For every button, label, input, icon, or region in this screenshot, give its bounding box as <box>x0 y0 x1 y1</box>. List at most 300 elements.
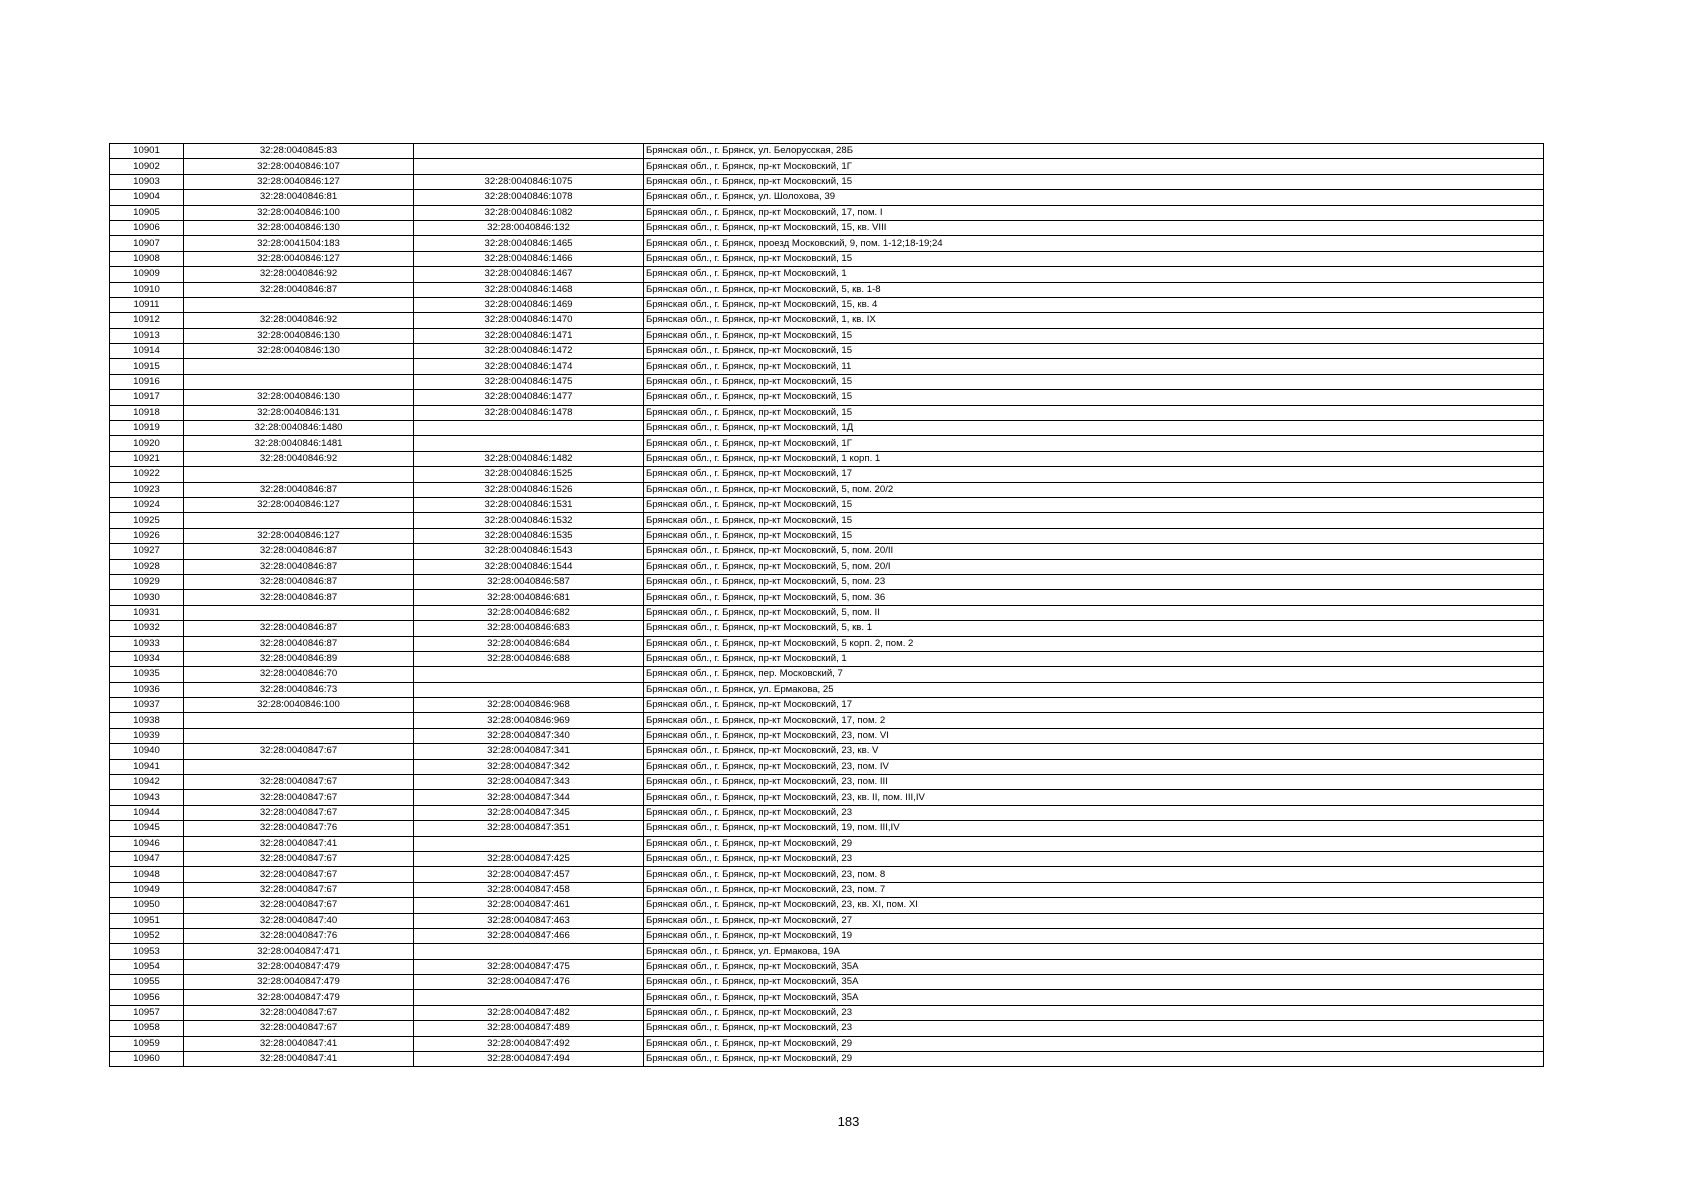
table-row <box>110 220 1544 235</box>
address-cell: Брянская обл., г. Брянск, пр-кт Московский, 23, пом. III <box>644 775 1544 790</box>
cadastral-number-cell: 32:28:0040847:67 <box>184 744 414 759</box>
object-cadastral-number-cell <box>414 159 644 174</box>
cadastral-number-cell <box>184 605 414 620</box>
address-cell: Брянская обл., г. Брянск, пр-кт Московский, 23, пом. IV <box>644 759 1544 774</box>
table-row <box>110 805 1544 820</box>
row-number-cell: 10915 <box>110 359 184 374</box>
address-cell: Брянская обл., г. Брянск, пр-кт Московский, 5, кв. 1-8 <box>644 282 1544 297</box>
cadastral-number-cell: 32:28:0040847:76 <box>184 928 414 943</box>
table-row <box>110 297 1544 312</box>
cadastral-number-cell <box>184 374 414 389</box>
cadastral-number-cell: 32:28:0040846:127 <box>184 174 414 189</box>
row-number-cell: 10911 <box>110 297 184 312</box>
object-cadastral-number-cell <box>414 667 644 682</box>
table-row <box>110 605 1544 620</box>
row-number-cell: 10925 <box>110 513 184 528</box>
object-cadastral-number-cell: 32:28:0040846:969 <box>414 713 644 728</box>
address-cell: Брянская обл., г. Брянск, пр-кт Московский, 23, кв. XI, пом. XI <box>644 898 1544 913</box>
address-cell: Брянская обл., г. Брянск, пр-кт Московский, 35А <box>644 975 1544 990</box>
cadastral-number-cell: 32:28:0040846:131 <box>184 405 414 420</box>
row-number-cell: 10921 <box>110 451 184 466</box>
object-cadastral-number-cell: 32:28:0040846:1474 <box>414 359 644 374</box>
address-cell: Брянская обл., г. Брянск, пр-кт Московский, 15 <box>644 374 1544 389</box>
cadastral-number-cell <box>184 297 414 312</box>
address-cell: Брянская обл., г. Брянск, пр-кт Московский, 1 <box>644 651 1544 666</box>
object-cadastral-number-cell <box>414 421 644 436</box>
cadastral-number-cell: 32:28:0040846:89 <box>184 651 414 666</box>
address-cell: Брянская обл., г. Брянск, пр-кт Московский, 15 <box>644 344 1544 359</box>
table-row <box>110 959 1544 974</box>
object-cadastral-number-cell: 32:28:0040846:681 <box>414 590 644 605</box>
object-cadastral-number-cell: 32:28:0040846:587 <box>414 574 644 589</box>
cadastral-number-cell: 32:28:0040846:87 <box>184 559 414 574</box>
row-number-cell: 10914 <box>110 344 184 359</box>
object-cadastral-number-cell: 32:28:0040846:683 <box>414 621 644 636</box>
cadastral-number-cell: 32:28:0040846:92 <box>184 267 414 282</box>
address-cell: Брянская обл., г. Брянск, пр-кт Московский, 5, кв. 1 <box>644 621 1544 636</box>
object-cadastral-number-cell: 32:28:0040847:342 <box>414 759 644 774</box>
address-cell: Брянская обл., г. Брянск, пр-кт Московский, 35А <box>644 959 1544 974</box>
address-cell: Брянская обл., г. Брянск, пр-кт Московский, 15 <box>644 405 1544 420</box>
cadastral-number-cell: 32:28:0040847:41 <box>184 836 414 851</box>
cadastral-number-cell: 32:28:0040846:130 <box>184 220 414 235</box>
address-cell: Брянская обл., г. Брянск, пр-кт Московский, 19 <box>644 928 1544 943</box>
address-cell: Брянская обл., г. Брянск, пр-кт Московский, 23 <box>644 1005 1544 1020</box>
cadastral-number-cell: 32:28:0040847:479 <box>184 959 414 974</box>
table-row <box>110 944 1544 959</box>
cadastral-number-cell: 32:28:0040847:471 <box>184 944 414 959</box>
table-row <box>110 882 1544 897</box>
table-row <box>110 775 1544 790</box>
address-cell: Брянская обл., г. Брянск, пр-кт Московский, 1Г <box>644 436 1544 451</box>
object-cadastral-number-cell <box>414 836 644 851</box>
cadastral-number-cell: 32:28:0040847:67 <box>184 882 414 897</box>
row-number-cell: 10943 <box>110 790 184 805</box>
row-number-cell: 10937 <box>110 698 184 713</box>
row-number-cell: 10930 <box>110 590 184 605</box>
cadastral-number-cell: 32:28:0040846:87 <box>184 574 414 589</box>
address-cell: Брянская обл., г. Брянск, пер. Московский, 7 <box>644 667 1544 682</box>
object-cadastral-number-cell: 32:28:0040847:494 <box>414 1052 644 1067</box>
cadastral-number-cell: 32:28:0040847:479 <box>184 990 414 1005</box>
table-row <box>110 174 1544 189</box>
cadastral-number-cell: 32:28:0040847:67 <box>184 851 414 866</box>
cadastral-number-cell <box>184 513 414 528</box>
table-row <box>110 836 1544 851</box>
object-cadastral-number-cell: 32:28:0040846:1532 <box>414 513 644 528</box>
address-cell: Брянская обл., г. Брянск, пр-кт Московский, 5, пом. 20/2 <box>644 482 1544 497</box>
cadastral-number-cell: 32:28:0040846:127 <box>184 528 414 543</box>
object-cadastral-number-cell: 32:28:0040847:343 <box>414 775 644 790</box>
object-cadastral-number-cell: 32:28:0040846:1472 <box>414 344 644 359</box>
row-number-cell: 10908 <box>110 251 184 266</box>
row-number-cell: 10903 <box>110 174 184 189</box>
row-number-cell: 10934 <box>110 651 184 666</box>
object-cadastral-number-cell <box>414 990 644 1005</box>
cadastral-number-cell: 32:28:0040846:92 <box>184 451 414 466</box>
object-cadastral-number-cell: 32:28:0040846:682 <box>414 605 644 620</box>
object-cadastral-number-cell: 32:28:0040847:492 <box>414 1036 644 1051</box>
table-row <box>110 636 1544 651</box>
row-number-cell: 10919 <box>110 421 184 436</box>
table-row <box>110 313 1544 328</box>
object-cadastral-number-cell: 32:28:0040847:457 <box>414 867 644 882</box>
address-cell: Брянская обл., г. Брянск, пр-кт Московский, 15 <box>644 251 1544 266</box>
table-row <box>110 328 1544 343</box>
row-number-cell: 10939 <box>110 728 184 743</box>
object-cadastral-number-cell: 32:28:0040846:688 <box>414 651 644 666</box>
object-cadastral-number-cell: 32:28:0040847:340 <box>414 728 644 743</box>
table-row <box>110 267 1544 282</box>
table-row <box>110 821 1544 836</box>
cadastral-number-cell <box>184 713 414 728</box>
address-cell: Брянская обл., г. Брянск, пр-кт Московский, 1 <box>644 267 1544 282</box>
address-cell: Брянская обл., г. Брянск, пр-кт Московский, 27 <box>644 913 1544 928</box>
table-row <box>110 574 1544 589</box>
address-cell: Брянская обл., г. Брянск, пр-кт Московский, 23, пом. VI <box>644 728 1544 743</box>
cadastral-number-cell <box>184 359 414 374</box>
object-cadastral-number-cell: 32:28:0040846:1467 <box>414 267 644 282</box>
registry-table <box>109 143 1544 1067</box>
cadastral-number-cell: 32:28:0040847:41 <box>184 1036 414 1051</box>
object-cadastral-number-cell: 32:28:0040846:1543 <box>414 544 644 559</box>
address-cell: Брянская обл., г. Брянск, проезд Московский, 9, пом. 1-12;18-19;24 <box>644 236 1544 251</box>
row-number-cell: 10901 <box>110 144 184 159</box>
address-cell: Брянская обл., г. Брянск, ул. Ермакова, 25 <box>644 682 1544 697</box>
cadastral-number-cell: 32:28:0040847:67 <box>184 1021 414 1036</box>
cadastral-number-cell: 32:28:0040846:130 <box>184 344 414 359</box>
object-cadastral-number-cell: 32:28:0040847:425 <box>414 851 644 866</box>
address-cell: Брянская обл., г. Брянск, пр-кт Московский, 5, пом. 36 <box>644 590 1544 605</box>
cadastral-number-cell: 32:28:0040846:1481 <box>184 436 414 451</box>
row-number-cell: 10935 <box>110 667 184 682</box>
cadastral-number-cell: 32:28:0040846:130 <box>184 328 414 343</box>
table-row <box>110 898 1544 913</box>
object-cadastral-number-cell: 32:28:0040846:1477 <box>414 390 644 405</box>
object-cadastral-number-cell: 32:28:0040846:1466 <box>414 251 644 266</box>
cadastral-number-cell: 32:28:0040846:1480 <box>184 421 414 436</box>
cadastral-number-cell: 32:28:0041504:183 <box>184 236 414 251</box>
object-cadastral-number-cell: 32:28:0040846:1544 <box>414 559 644 574</box>
object-cadastral-number-cell <box>414 682 644 697</box>
table-row <box>110 728 1544 743</box>
table-row <box>110 528 1544 543</box>
row-number-cell: 10960 <box>110 1052 184 1067</box>
cadastral-number-cell: 32:28:0040846:87 <box>184 621 414 636</box>
object-cadastral-number-cell: 32:28:0040846:1475 <box>414 374 644 389</box>
address-cell: Брянская обл., г. Брянск, пр-кт Московский, 5, пом. 20/I <box>644 559 1544 574</box>
address-cell: Брянская обл., г. Брянск, пр-кт Московский, 23, пом. 7 <box>644 882 1544 897</box>
row-number-cell: 10955 <box>110 975 184 990</box>
address-cell: Брянская обл., г. Брянск, ул. Белорусская, 28Б <box>644 144 1544 159</box>
row-number-cell: 10926 <box>110 528 184 543</box>
cadastral-number-cell: 32:28:0040847:41 <box>184 1052 414 1067</box>
address-cell: Брянская обл., г. Брянск, пр-кт Московский, 23 <box>644 851 1544 866</box>
table-row <box>110 759 1544 774</box>
row-number-cell: 10913 <box>110 328 184 343</box>
table-row <box>110 344 1544 359</box>
row-number-cell: 10954 <box>110 959 184 974</box>
object-cadastral-number-cell <box>414 944 644 959</box>
address-cell: Брянская обл., г. Брянск, пр-кт Московский, 17 <box>644 698 1544 713</box>
row-number-cell: 10920 <box>110 436 184 451</box>
address-cell: Брянская обл., г. Брянск, пр-кт Московский, 15 <box>644 174 1544 189</box>
cadastral-number-cell: 32:28:0040846:100 <box>184 698 414 713</box>
row-number-cell: 10946 <box>110 836 184 851</box>
cadastral-number-cell: 32:28:0040846:130 <box>184 390 414 405</box>
row-number-cell: 10906 <box>110 220 184 235</box>
row-number-cell: 10949 <box>110 882 184 897</box>
address-cell: Брянская обл., г. Брянск, пр-кт Московский, 23, кв. II, пом. III,IV <box>644 790 1544 805</box>
row-number-cell: 10922 <box>110 467 184 482</box>
cadastral-number-cell: 32:28:0040847:67 <box>184 775 414 790</box>
row-number-cell: 10958 <box>110 1021 184 1036</box>
row-number-cell: 10909 <box>110 267 184 282</box>
cadastral-number-cell: 32:28:0040846:127 <box>184 497 414 512</box>
row-number-cell: 10951 <box>110 913 184 928</box>
row-number-cell: 10933 <box>110 636 184 651</box>
row-number-cell: 10953 <box>110 944 184 959</box>
row-number-cell: 10950 <box>110 898 184 913</box>
table-row <box>110 144 1544 159</box>
row-number-cell: 10932 <box>110 621 184 636</box>
address-cell: Брянская обл., г. Брянск, пр-кт Московский, 23, кв. V <box>644 744 1544 759</box>
object-cadastral-number-cell: 32:28:0040846:1526 <box>414 482 644 497</box>
table-row <box>110 744 1544 759</box>
cadastral-number-cell: 32:28:0040847:479 <box>184 975 414 990</box>
row-number-cell: 10941 <box>110 759 184 774</box>
object-cadastral-number-cell: 32:28:0040847:344 <box>414 790 644 805</box>
object-cadastral-number-cell: 32:28:0040846:684 <box>414 636 644 651</box>
table-row <box>110 867 1544 882</box>
row-number-cell: 10917 <box>110 390 184 405</box>
address-cell: Брянская обл., г. Брянск, пр-кт Московский, 17, пом. 2 <box>644 713 1544 728</box>
table-row <box>110 1005 1544 1020</box>
address-cell: Брянская обл., г. Брянск, пр-кт Московский, 15, кв. 4 <box>644 297 1544 312</box>
row-number-cell: 10929 <box>110 574 184 589</box>
table-row <box>110 590 1544 605</box>
table-row <box>110 482 1544 497</box>
address-cell: Брянская обл., г. Брянск, пр-кт Московский, 5, пом. 23 <box>644 574 1544 589</box>
object-cadastral-number-cell: 32:28:0040847:475 <box>414 959 644 974</box>
table-row <box>110 421 1544 436</box>
table-row <box>110 282 1544 297</box>
row-number-cell: 10907 <box>110 236 184 251</box>
address-cell: Брянская обл., г. Брянск, пр-кт Московский, 1Г <box>644 159 1544 174</box>
cadastral-number-cell: 32:28:0040847:76 <box>184 821 414 836</box>
address-cell: Брянская обл., г. Брянск, пр-кт Московский, 19, пом. III,IV <box>644 821 1544 836</box>
address-cell: Брянская обл., г. Брянск, пр-кт Московский, 5, пом. II <box>644 605 1544 620</box>
table-row <box>110 559 1544 574</box>
table-row <box>110 682 1544 697</box>
table-row <box>110 513 1544 528</box>
table-row <box>110 621 1544 636</box>
address-cell: Брянская обл., г. Брянск, пр-кт Московский, 23, пом. 8 <box>644 867 1544 882</box>
table-row <box>110 544 1544 559</box>
cadastral-number-cell: 32:28:0040846:92 <box>184 313 414 328</box>
table-row <box>110 790 1544 805</box>
address-cell: Брянская обл., г. Брянск, пр-кт Московский, 1, кв. IX <box>644 313 1544 328</box>
row-number-cell: 10927 <box>110 544 184 559</box>
address-cell: Брянская обл., г. Брянск, пр-кт Московский, 29 <box>644 836 1544 851</box>
object-cadastral-number-cell: 32:28:0040846:1471 <box>414 328 644 343</box>
address-cell: Брянская обл., г. Брянск, пр-кт Московский, 15 <box>644 513 1544 528</box>
table-row <box>110 236 1544 251</box>
row-number-cell: 10931 <box>110 605 184 620</box>
object-cadastral-number-cell: 32:28:0040846:132 <box>414 220 644 235</box>
address-cell: Брянская обл., г. Брянск, пр-кт Московский, 1Д <box>644 421 1544 436</box>
cadastral-number-cell <box>184 467 414 482</box>
table-row <box>110 467 1544 482</box>
address-cell: Брянская обл., г. Брянск, пр-кт Московский, 15, кв. VIII <box>644 220 1544 235</box>
object-cadastral-number-cell: 32:28:0040847:461 <box>414 898 644 913</box>
row-number-cell: 10952 <box>110 928 184 943</box>
address-cell: Брянская обл., г. Брянск, пр-кт Московский, 5 корп. 2, пом. 2 <box>644 636 1544 651</box>
row-number-cell: 10942 <box>110 775 184 790</box>
table-row <box>110 159 1544 174</box>
object-cadastral-number-cell: 32:28:0040846:1470 <box>414 313 644 328</box>
cadastral-number-cell: 32:28:0040846:100 <box>184 205 414 220</box>
object-cadastral-number-cell: 32:28:0040846:1082 <box>414 205 644 220</box>
table-row <box>110 1021 1544 1036</box>
table-row <box>110 497 1544 512</box>
cadastral-number-cell <box>184 728 414 743</box>
table-row <box>110 359 1544 374</box>
row-number-cell: 10905 <box>110 205 184 220</box>
cadastral-number-cell: 32:28:0040846:87 <box>184 544 414 559</box>
address-cell: Брянская обл., г. Брянск, пр-кт Московский, 15 <box>644 497 1544 512</box>
row-number-cell: 10936 <box>110 682 184 697</box>
object-cadastral-number-cell: 32:28:0040846:1468 <box>414 282 644 297</box>
row-number-cell: 10940 <box>110 744 184 759</box>
page-number: 183 <box>837 1114 860 1129</box>
address-cell: Брянская обл., г. Брянск, пр-кт Московский, 15 <box>644 528 1544 543</box>
object-cadastral-number-cell: 32:28:0040847:351 <box>414 821 644 836</box>
object-cadastral-number-cell: 32:28:0040846:1075 <box>414 174 644 189</box>
row-number-cell: 10957 <box>110 1005 184 1020</box>
object-cadastral-number-cell: 32:28:0040846:1531 <box>414 497 644 512</box>
table-row <box>110 405 1544 420</box>
row-number-cell: 10902 <box>110 159 184 174</box>
address-cell: Брянская обл., г. Брянск, пр-кт Московский, 17 <box>644 467 1544 482</box>
row-number-cell: 10916 <box>110 374 184 389</box>
table-row <box>110 436 1544 451</box>
table-row <box>110 990 1544 1005</box>
row-number-cell: 10923 <box>110 482 184 497</box>
cadastral-number-cell: 32:28:0040846:73 <box>184 682 414 697</box>
table-row <box>110 390 1544 405</box>
cadastral-number-cell <box>184 759 414 774</box>
object-cadastral-number-cell <box>414 144 644 159</box>
table-row <box>110 851 1544 866</box>
address-cell: Брянская обл., г. Брянск, ул. Ермакова, 19А <box>644 944 1544 959</box>
table-row <box>110 975 1544 990</box>
cadastral-number-cell: 32:28:0040846:87 <box>184 482 414 497</box>
row-number-cell: 10956 <box>110 990 184 1005</box>
object-cadastral-number-cell: 32:28:0040847:463 <box>414 913 644 928</box>
address-cell: Брянская обл., г. Брянск, пр-кт Московский, 15 <box>644 328 1544 343</box>
cadastral-number-cell: 32:28:0040847:67 <box>184 898 414 913</box>
table-row <box>110 205 1544 220</box>
row-number-cell: 10945 <box>110 821 184 836</box>
table-row <box>110 190 1544 205</box>
address-cell: Брянская обл., г. Брянск, ул. Шолохова, 39 <box>644 190 1544 205</box>
cadastral-number-cell: 32:28:0040847:67 <box>184 867 414 882</box>
table-row <box>110 698 1544 713</box>
cadastral-number-cell: 32:28:0040846:127 <box>184 251 414 266</box>
row-number-cell: 10947 <box>110 851 184 866</box>
object-cadastral-number-cell: 32:28:0040846:968 <box>414 698 644 713</box>
row-number-cell: 10959 <box>110 1036 184 1051</box>
object-cadastral-number-cell: 32:28:0040847:345 <box>414 805 644 820</box>
table-row <box>110 251 1544 266</box>
row-number-cell: 10928 <box>110 559 184 574</box>
object-cadastral-number-cell: 32:28:0040846:1465 <box>414 236 644 251</box>
object-cadastral-number-cell: 32:28:0040846:1078 <box>414 190 644 205</box>
table-row <box>110 451 1544 466</box>
address-cell: Брянская обл., г. Брянск, пр-кт Московский, 29 <box>644 1052 1544 1067</box>
cadastral-number-cell: 32:28:0040847:67 <box>184 1005 414 1020</box>
object-cadastral-number-cell: 32:28:0040846:1482 <box>414 451 644 466</box>
row-number-cell: 10938 <box>110 713 184 728</box>
address-cell: Брянская обл., г. Брянск, пр-кт Московский, 1 корп. 1 <box>644 451 1544 466</box>
table-row <box>110 651 1544 666</box>
address-cell: Брянская обл., г. Брянск, пр-кт Московский, 11 <box>644 359 1544 374</box>
object-cadastral-number-cell: 32:28:0040847:466 <box>414 928 644 943</box>
object-cadastral-number-cell: 32:28:0040847:458 <box>414 882 644 897</box>
address-cell: Брянская обл., г. Брянск, пр-кт Московский, 15 <box>644 390 1544 405</box>
registry-table-body <box>110 144 1544 1067</box>
address-cell: Брянская обл., г. Брянск, пр-кт Московский, 17, пом. I <box>644 205 1544 220</box>
cadastral-number-cell: 32:28:0040846:107 <box>184 159 414 174</box>
cadastral-number-cell: 32:28:0040846:87 <box>184 590 414 605</box>
cadastral-number-cell: 32:28:0040847:40 <box>184 913 414 928</box>
address-cell: Брянская обл., г. Брянск, пр-кт Московский, 23 <box>644 1021 1544 1036</box>
cadastral-number-cell: 32:28:0040846:87 <box>184 282 414 297</box>
object-cadastral-number-cell <box>414 436 644 451</box>
row-number-cell: 10904 <box>110 190 184 205</box>
object-cadastral-number-cell: 32:28:0040847:476 <box>414 975 644 990</box>
object-cadastral-number-cell: 32:28:0040847:489 <box>414 1021 644 1036</box>
table-row <box>110 928 1544 943</box>
table-row <box>110 1036 1544 1051</box>
row-number-cell: 10910 <box>110 282 184 297</box>
table-row <box>110 1052 1544 1067</box>
table-row <box>110 913 1544 928</box>
table-row <box>110 667 1544 682</box>
table-row <box>110 713 1544 728</box>
row-number-cell: 10912 <box>110 313 184 328</box>
cadastral-number-cell: 32:28:0040845:83 <box>184 144 414 159</box>
object-cadastral-number-cell: 32:28:0040846:1469 <box>414 297 644 312</box>
address-cell: Брянская обл., г. Брянск, пр-кт Московский, 5, пом. 20/II <box>644 544 1544 559</box>
cadastral-number-cell: 32:28:0040847:67 <box>184 805 414 820</box>
row-number-cell: 10924 <box>110 497 184 512</box>
object-cadastral-number-cell: 32:28:0040846:1525 <box>414 467 644 482</box>
object-cadastral-number-cell: 32:28:0040846:1535 <box>414 528 644 543</box>
object-cadastral-number-cell: 32:28:0040847:341 <box>414 744 644 759</box>
cadastral-number-cell: 32:28:0040846:81 <box>184 190 414 205</box>
cadastral-number-cell: 32:28:0040846:87 <box>184 636 414 651</box>
row-number-cell: 10918 <box>110 405 184 420</box>
cadastral-number-cell: 32:28:0040846:70 <box>184 667 414 682</box>
table-row <box>110 374 1544 389</box>
address-cell: Брянская обл., г. Брянск, пр-кт Московский, 23 <box>644 805 1544 820</box>
object-cadastral-number-cell: 32:28:0040847:482 <box>414 1005 644 1020</box>
row-number-cell: 10948 <box>110 867 184 882</box>
row-number-cell: 10944 <box>110 805 184 820</box>
object-cadastral-number-cell: 32:28:0040846:1478 <box>414 405 644 420</box>
